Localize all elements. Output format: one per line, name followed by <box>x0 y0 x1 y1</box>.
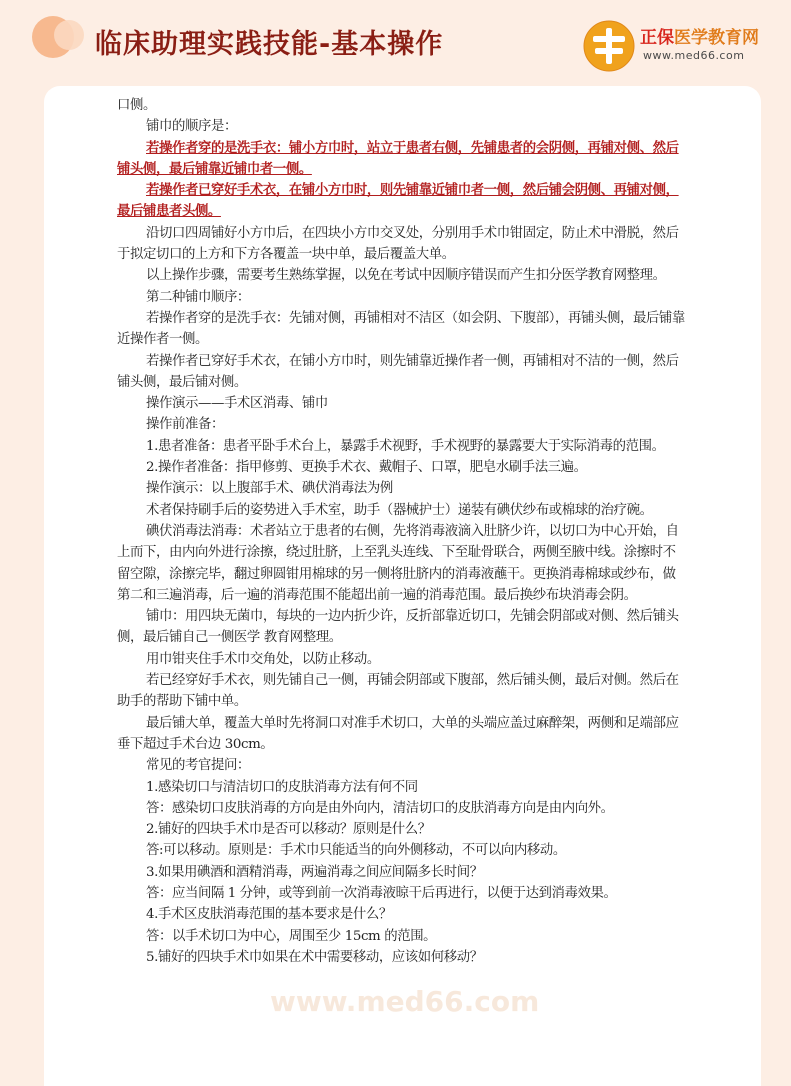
document-paragraph: 操作演示：以上腹部手术、碘伏消毒法为例 <box>146 481 393 497</box>
document-paragraph: 常见的考官提问： <box>146 758 250 774</box>
document-paragraph: 铺巾：用四块无菌巾，每块的一边内折少许，反折部靠近切口，先铺会阴部或对侧、然后铺头侧，最后铺自己一侧医学 教育网整理。 <box>117 609 679 646</box>
document-paragraph: 铺巾的顺序是： <box>146 119 237 135</box>
document-paragraph: 沿切口四周铺好小方巾后，在四块小方巾交叉处，分别用手术巾钳固定，防止术中滑脱，然后于拟定切口的上方和下方各覆盖一块中单，最后覆盖大单。 <box>117 225 679 263</box>
document-body <box>117 95 685 968</box>
brand-name-primary: 正保 <box>640 28 674 48</box>
document-paragraph: 操作前准备： <box>146 417 224 433</box>
document-paragraph: 5.铺好的四块手术巾如果在术中需要移动，应该如何移动？ <box>146 949 483 965</box>
brand-name-secondary: 医学教育网 <box>674 28 759 48</box>
document-paragraph: 2.操作者准备：指甲修剪、更换手术衣、戴帽子、口罩，肥皂水刷手法三遍。 <box>146 460 587 476</box>
document-paragraph: 3.如果用碘酒和酒精消毒，两遍消毒之间应间隔多长时间？ <box>146 864 483 880</box>
document-paragraph: 若操作者已穿好手术衣，在铺小方巾时，则先铺靠近铺巾者一侧，然后铺会阴侧、再铺对侧，最后铺患者头侧。 <box>117 182 679 220</box>
document-paragraph: 答：感染切口皮肤消毒的方向是由外向内，清洁切口的皮肤消毒方向是由内向外。 <box>146 800 614 816</box>
document-paragraph: 操作演示——手术区消毒、铺巾 <box>146 396 328 412</box>
document-paragraph: 1.感染切口与清洁切口的皮肤消毒方法有何不同 <box>146 779 418 795</box>
brand-logo <box>583 20 773 72</box>
page-header <box>0 0 791 88</box>
brand-name <box>640 23 759 48</box>
document-paragraph: 若操作者穿的是洗手衣：铺小方巾时，站立于患者右侧，先铺患者的会阴侧，再铺对侧、然后铺头侧，最后铺靠近铺巾者一侧。 <box>117 139 679 177</box>
document-paragraph: 答：以手术切口为中心，周围至少 15cm 的范围。 <box>146 928 437 944</box>
document-paragraph: 1.患者准备：患者平卧手术台上，暴露手术视野，手术视野的暴露要大于实际消毒的范围。 <box>146 438 665 454</box>
document-paragraph: 碘伏消毒法消毒：术者站立于患者的右侧，先将消毒液滴入肚脐少许，以切口为中心开始，自上而下，由内向外进行涂擦，绕过肚脐，上至乳头连线、下至耻骨联合，两侧至腋中线。涂擦时不留空隙，涂擦完毕，翻过卵圆钳用棉球的另一侧将肚脐内的消毒液蘸干。更换消毒棉球或纱布，做第二和三遍消毒，后一遍的消毒范围不能超出前一遍的消毒范围。最后换纱布块消毒会阴。 <box>117 523 679 603</box>
document-paragraph: 4.手术区皮肤消毒范围的基本要求是什么？ <box>146 907 392 923</box>
document-paragraph: 若操作者已穿好手术衣，在铺小方巾时，则先铺靠近操作者一侧，再铺相对不洁的一侧，然后铺头侧，最后铺对侧。 <box>117 353 679 390</box>
document-paragraph: 若操作者穿的是洗手衣：先铺对侧，再铺相对不洁区（如会阴、下腹部），再铺头侧，最后铺靠近操作者一侧。 <box>117 310 685 348</box>
document-paragraph: 若已经穿好手术衣，则先铺自己一侧，再铺会阴部或下腹部，然后铺头侧，最后对侧。然后在助手的帮助下铺中单。 <box>117 673 679 710</box>
header-decoration-circle-light <box>54 20 84 50</box>
watermark: www.med66.com <box>270 985 540 1018</box>
page-title: 临床助理实践技能-基本操作 <box>95 29 444 60</box>
document-paragraph: 2.铺好的四块手术巾是否可以移动？原则是什么？ <box>146 822 431 838</box>
document-paragraph: 口侧。 <box>117 98 156 113</box>
brand-mark-icon <box>583 20 635 72</box>
document-paragraph: 术者保持刷手后的姿势进入手术室，助手（器械护士）递装有碘伏纱布或棉球的治疗碗。 <box>146 502 653 518</box>
document-paragraph: 答:可以移动。原则是：手术巾只能适当的向外侧移动，不可以向内移动。 <box>146 843 566 859</box>
document-paragraph: 以上操作步骤，需要考生熟练掌握，以免在考试中因顺序错误而产生扣分医学教育网整理。 <box>146 268 666 284</box>
document-paragraph: 答：应当间隔 1 分钟，或等到前一次消毒液晾干后再进行，以便于达到消毒效果。 <box>146 885 617 901</box>
brand-url: www.med66.com <box>643 49 745 62</box>
document-paragraph: 第二种铺巾顺序： <box>146 289 250 305</box>
document-paragraph: 最后铺大单，覆盖大单时先将洞口对准手术切口，大单的头端应盖过麻醉架，两侧和足端部应垂下超过手术台边 30cm。 <box>117 715 679 752</box>
document-paragraph: 用巾钳夹住手术巾交角处，以防止移动。 <box>146 651 380 667</box>
